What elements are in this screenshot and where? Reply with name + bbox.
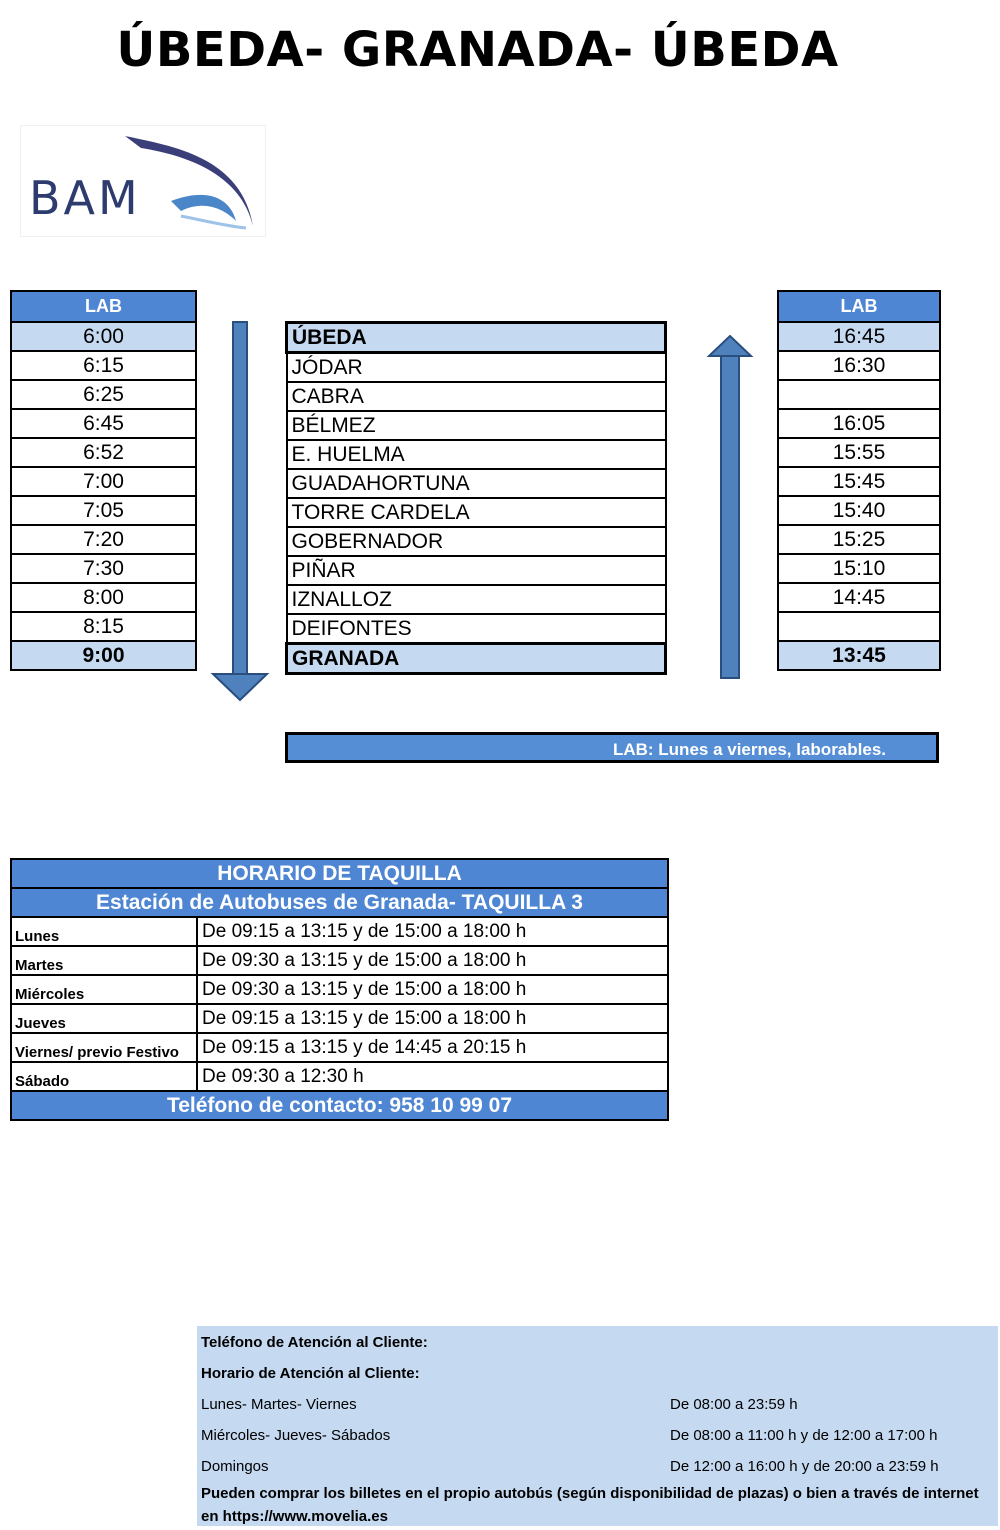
stop-cell: IZNALLOZ bbox=[287, 585, 666, 614]
service-hours: De 08:00 a 23:59 h bbox=[670, 1396, 798, 1413]
time-cell: 15:55 bbox=[778, 438, 940, 467]
service-days: Miércoles- Jueves- Sábados bbox=[201, 1427, 391, 1444]
hours-cell: De 09:15 a 13:15 y de 14:45 a 20:15 h bbox=[197, 1033, 668, 1062]
stops-table bbox=[285, 321, 667, 675]
time-cell: 6:52 bbox=[11, 438, 196, 467]
time-cell: 6:45 bbox=[11, 409, 196, 438]
customer-service-panel bbox=[197, 1326, 998, 1526]
time-cell: 7:00 bbox=[11, 467, 196, 496]
stop-cell: E. HUELMA bbox=[287, 440, 666, 469]
inbound-header: LAB bbox=[778, 291, 940, 322]
outbound-header: LAB bbox=[11, 291, 196, 322]
stop-cell: DEIFONTES bbox=[287, 614, 666, 644]
contact-phone: Teléfono de contacto: 958 10 99 07 bbox=[11, 1091, 668, 1120]
time-cell: 8:00 bbox=[11, 583, 196, 612]
day-cell: Jueves bbox=[11, 1004, 197, 1033]
lab-note bbox=[285, 732, 939, 763]
time-cell: 7:20 bbox=[11, 525, 196, 554]
service-days: Domingos bbox=[201, 1458, 269, 1475]
time-cell: 15:10 bbox=[778, 554, 940, 583]
hours-cell: De 09:15 a 13:15 y de 15:00 a 18:00 h bbox=[197, 917, 668, 946]
stop-cell: GUADAHORTUNA bbox=[287, 469, 666, 498]
time-cell: 13:45 bbox=[778, 641, 940, 670]
hours-cell: De 09:30 a 13:15 y de 15:00 a 18:00 h bbox=[197, 946, 668, 975]
time-cell: 16:45 bbox=[778, 322, 940, 351]
stop-cell: CABRA bbox=[287, 382, 666, 411]
lab-note-text: LAB: Lunes a viernes, laborables. bbox=[612, 740, 886, 759]
day-cell: Viernes/ previo Festivo bbox=[11, 1033, 197, 1062]
stop-cell: BÉLMEZ bbox=[287, 411, 666, 440]
time-cell: 16:05 bbox=[778, 409, 940, 438]
time-cell: 14:45 bbox=[778, 583, 940, 612]
ticket-office-title: HORARIO DE TAQUILLA bbox=[11, 859, 668, 888]
customer-phone-label: Teléfono de Atención al Cliente: bbox=[201, 1334, 428, 1351]
hours-cell: De 09:15 a 13:15 y de 15:00 a 18:00 h bbox=[197, 1004, 668, 1033]
service-hours: De 08:00 a 11:00 h y de 12:00 a 17:00 h bbox=[670, 1427, 938, 1444]
stop-cell: PIÑAR bbox=[287, 556, 666, 585]
time-cell: 16:30 bbox=[778, 351, 940, 380]
time-cell: 9:00 bbox=[11, 641, 196, 670]
ticket-office-subtitle: Estación de Autobuses de Granada- TAQUILLA 3 bbox=[11, 888, 668, 917]
ticket-office-table bbox=[10, 858, 669, 1121]
day-cell: Martes bbox=[11, 946, 197, 975]
service-hours: De 12:00 a 16:00 h y de 20:00 a 23:59 h bbox=[670, 1458, 939, 1475]
arrow-up-icon bbox=[706, 334, 754, 682]
stop-cell: TORRE CARDELA bbox=[287, 498, 666, 527]
page-title: ÚBEDA- GRANADA- ÚBEDA bbox=[116, 22, 839, 78]
time-cell: 7:05 bbox=[11, 496, 196, 525]
purchase-note: Pueden comprar los billetes en el propio autobús (según disponibilidad de plazas) o bien a través de internet en https://www.movelia.es bbox=[201, 1485, 979, 1525]
hours-cell: De 09:30 a 12:30 h bbox=[197, 1062, 668, 1091]
outbound-times-table bbox=[10, 290, 197, 671]
day-cell: Miércoles bbox=[11, 975, 197, 1004]
time-cell: 7:30 bbox=[11, 554, 196, 583]
time-cell: 6:15 bbox=[11, 351, 196, 380]
inbound-times-table bbox=[777, 290, 941, 671]
time-cell: 6:25 bbox=[11, 380, 196, 409]
arrow-down-icon bbox=[210, 320, 270, 704]
time-cell: 15:40 bbox=[778, 496, 940, 525]
stop-cell: JÓDAR bbox=[287, 353, 666, 383]
bam-logo bbox=[20, 125, 266, 237]
stop-cell: GOBERNADOR bbox=[287, 527, 666, 556]
time-cell: 15:25 bbox=[778, 525, 940, 554]
time-cell: 15:45 bbox=[778, 467, 940, 496]
stop-cell: GRANADA bbox=[287, 644, 666, 674]
time-cell bbox=[778, 612, 940, 641]
svg-text:BAM: BAM bbox=[29, 171, 141, 225]
stop-cell: ÚBEDA bbox=[287, 323, 666, 353]
day-cell: Lunes bbox=[11, 917, 197, 946]
time-cell: 8:15 bbox=[11, 612, 196, 641]
day-cell: Sábado bbox=[11, 1062, 197, 1091]
time-cell bbox=[778, 380, 940, 409]
time-cell: 6:00 bbox=[11, 322, 196, 351]
hours-cell: De 09:30 a 13:15 y de 15:00 a 18:00 h bbox=[197, 975, 668, 1004]
customer-hours-label: Horario de Atención al Cliente: bbox=[201, 1365, 420, 1382]
service-days: Lunes- Martes- Viernes bbox=[201, 1396, 357, 1413]
